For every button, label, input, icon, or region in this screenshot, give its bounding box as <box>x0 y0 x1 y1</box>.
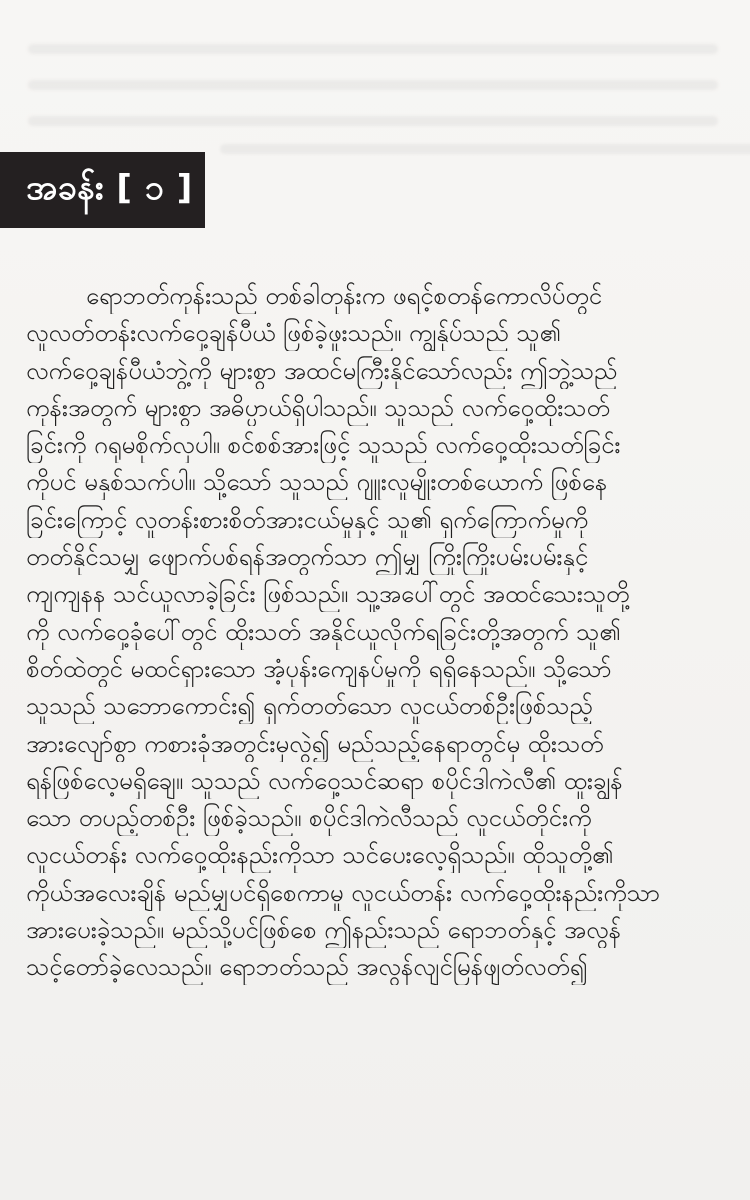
text-line: သူသည် သဘောကောင်း၍ ရှက်တတ်သော လူငယ်တစ်ဦးဖြစ်သည့် <box>26 692 593 721</box>
text-line: ကုန်းအတွက် များစွာ အဓိပ္ပာယ်ရှိပါသည်။ သူသည် လက်ဝှေ့ထိုးသတ် <box>26 393 610 422</box>
body-paragraph <box>26 278 726 1198</box>
text-line: ကျကျနန သင်ယူလာခဲ့ခြင်း ဖြစ်သည်။ သူ့အပေါ်တွင် အထင်သေးသူတို့ <box>26 580 630 609</box>
text-line: ခြင်းကို ဂရုမစိုက်လှပါ။ စင်စစ်အားဖြင့် သူသည် လက်ဝှေ့ထိုးသတ်ခြင်း <box>26 431 621 460</box>
text-line: ကိုပင် မနှစ်သက်ပါ။ သို့သော် သူသည် ဂျူးလူမျိုးတစ်ယောက် ဖြစ်နေ <box>26 468 608 497</box>
bleed-through-text <box>0 26 750 166</box>
text-line: သင့်တော်ခဲ့လေသည်။ ရောဘတ်သည် အလွန်လျင်မြန်ဖျတ်လတ်၍ <box>26 953 588 982</box>
chapter-title: အခန်း [ ၁ ] <box>26 167 193 208</box>
text-line: ရန်ဖြစ်လေ့မရှိချေ။ သူသည် လက်ဝှေ့သင်ဆရာ စပိုင်ဒါကဲလီ၏ ထူးချွန် <box>26 766 623 795</box>
text-line: အားလျော်စွာ ကစားခုံအတွင်းမှလွဲ၍ မည်သည့်နေရာတွင်မှ ထိုးသတ် <box>26 729 604 758</box>
text-line: ခြင်းကြောင့် လူတန်းစားစိတ်အားငယ်မှုနှင့် သူ၏ ရှက်ကြောက်မှုကို <box>26 505 589 534</box>
text-line: ရောဘတ်ကုန်းသည် တစ်ခါတုန်းက ဖရင့်စတန်ကောလိပ်တွင် <box>86 282 603 310</box>
text-line: တတ်နိုင်သမျှ ဖျောက်ပစ်ရန်အတွက်သာ ဤမျှ ကြိုးကြိုးပမ်းပမ်းနှင့် <box>26 543 589 572</box>
text-line: စိတ်ထဲတွင် မထင်ရှားသော အံ့ပုန်းကျေနပ်မှုကို ရရှိနေသည်။ သို့သော် <box>26 654 612 683</box>
text-line: လူငယ်တန်း လက်ဝှေ့ထိုးနည်းကိုသာ သင်ပေးလေ့ရှိသည်။ ထိုသူတို့၏ <box>26 841 614 870</box>
text-line: ကိုယ်အလေးချိန် မည်မျှပင်ရှိစေကာမူ လူငယ်တန်း လက်ဝှေ့ထိုးနည်းကိုသာ <box>26 878 660 907</box>
text-line: လူလတ်တန်းလက်ဝှေ့ချန်ပီယံ ဖြစ်ခဲ့ဖူးသည်။ ကျွန်ုပ်သည် သူ၏ <box>26 319 561 348</box>
text-line: သော တပည့်တစ်ဦး ဖြစ်ခဲ့သည်။ စပိုင်ဒါကဲလီသည် လူငယ်တိုင်းကို <box>26 804 592 833</box>
chapter-heading-box <box>0 152 205 228</box>
text-line: ကို လက်ဝှေ့ခုံပေါ်တွင် ထိုးသတ် အနိုင်ယူလိုက်ရခြင်းတို့အတွက် သူ၏ <box>26 617 621 646</box>
text-line: အားပေးခဲ့သည်။ မည်သို့ပင်ဖြစ်စေ ဤနည်းသည် ရောဘတ်နှင့် အလွန် <box>26 916 621 945</box>
text-line: လက်ဝှေ့ချန်ပီယံဘွဲ့ကို များစွာ အထင်မကြီးနိုင်သော်လည်း ဤဘွဲ့သည် <box>26 356 618 385</box>
